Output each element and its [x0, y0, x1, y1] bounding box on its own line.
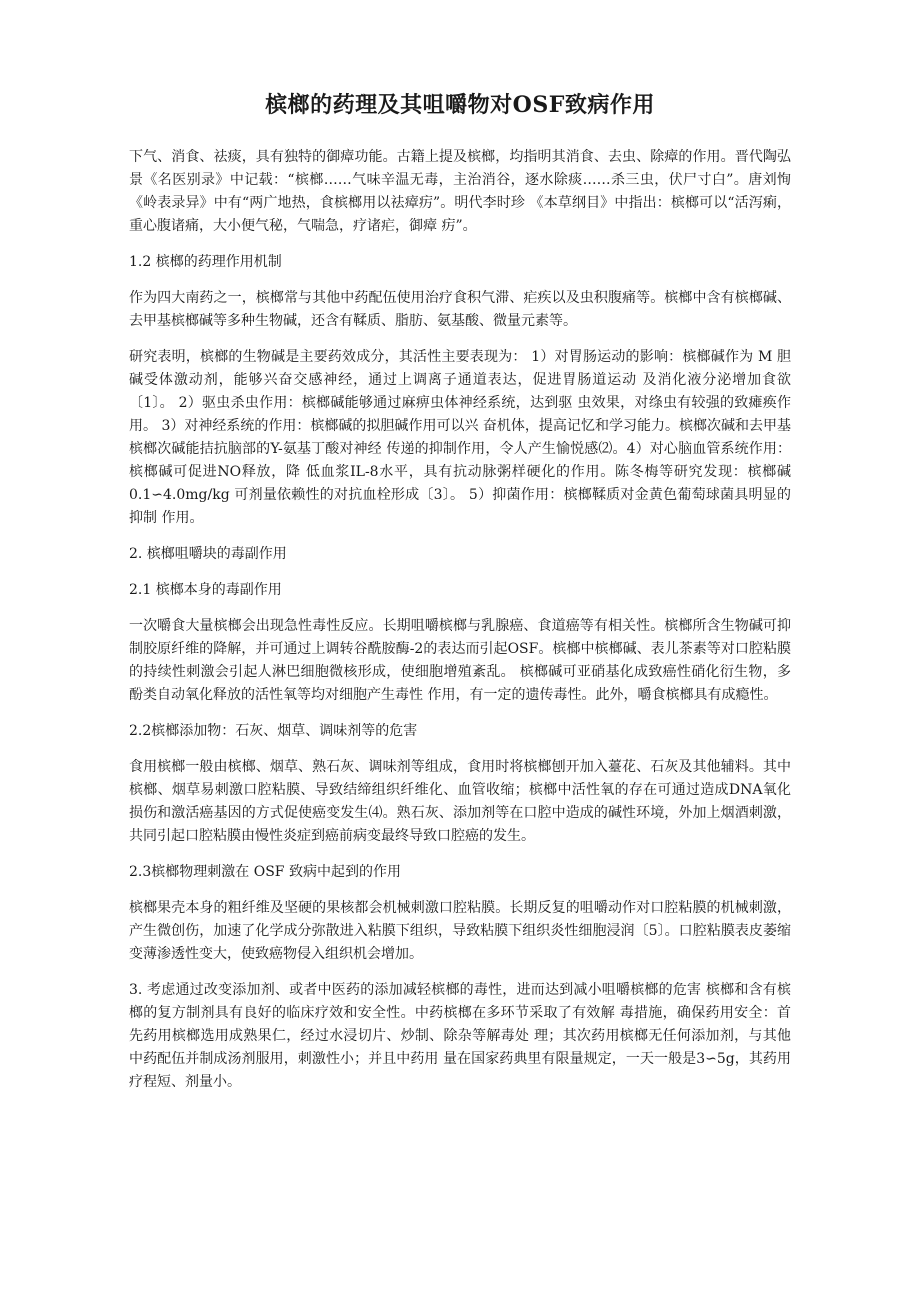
- section-heading-2-2: 2.2槟榔添加物：石灰、烟草、调味剂等的危害: [129, 723, 418, 739]
- section-heading-1-2: 1.2 槟榔的药理作用机制: [129, 254, 282, 270]
- document-title: 槟榔的药理及其咀嚼物对OSF致病作用: [265, 92, 655, 118]
- document-body: [129, 146, 791, 1107]
- paragraph-pharmacology: 作为四大南药之一，槟榔常与其他中药配伍使用治疗食积气滞、疟疾以及虫积腹痛等。槟榔中含有槟榔碱、去甲基槟榔碱等多种生物碱，还含有鞣质、脂肪、氨基酸、微量元素等。: [129, 290, 791, 329]
- paragraph-intro: 下气、消食、祛痰，具有独特的御瘴功能。古籍上提及槟榔，均指明其消食、去虫、除瘴的作用。晋代陶弘景《名医别录》中记载：“槟榔……气味辛温无毒，主治消谷，逐水除痰……杀三虫，伏尸寸白”。唐刘恂《岭表录异》中有“两广地热，食槟榔用以祛瘴疠”。明代李时珍 《本草纲目》中指出：槟榔可以“活泻痢，重心腹诸痛，大小便气秘，气喘急，疗诸疟，御瘴 疠”。: [129, 149, 791, 234]
- section-heading-2-3: 2.3槟榔物理刺激在 OSF 致病中起到的作用: [129, 864, 401, 880]
- paragraph-toxicity: 一次嚼食大量槟榔会出现急性毒性反应。长期咀嚼槟榔与乳腺癌、食道癌等有相关性。槟榔所含生物碱可抑制胶原纤维的降解，并可通过上调转谷酰胺酶-2的表达而引起OSF。槟榔中槟榔碱、表儿茶素等对口腔粘膜的持续性刺激会引起人淋巴细胞微核形成，使细胞增殖紊乱。 槟榔碱可亚硝基化成致癌性硝化衍生物，多酚类自动氧化释放的活性氧等均对细胞产生毒性 作用，有一定的遗传毒性。此外，嚼食槟榔具有成瘾性。: [129, 618, 791, 703]
- paragraph-additives: 食用槟榔一般由槟榔、烟草、熟石灰、调味剂等组成，食用时将槟榔刨开加入薹花、石灰及其他辅料。其中槟榔、烟草易刺激口腔粘膜、导致结缔组织纤维化、血管收缩；槟榔中活性氧的存在可通过造成DNA氧化损伤和激活癌基因的方式促使癌变发生⑷。熟石灰、添加剂等在口腔中造成的碱性环境，外加上烟酒刺激，共同引起口腔粘膜由慢性炎症到癌前病变最终导致口腔癌的发生。: [129, 759, 791, 844]
- paragraph-alkaloid-effects: 研究表明，槟榔的生物碱是主要药效成分，其活性主要表现为： 1）对胃肠运动的影响：槟榔碱作为 M 胆碱受体激动剂，能够兴奋交感神经，通过上调离子通道表达，促进胃肠道运动 及消化液分泌增加食欲〔1〕。 2）驱虫杀虫作用：槟榔碱能够通过麻痹虫体神经系统，达到驱 虫效果，对绦虫有较强的致瘫痪作用。 3）对神经系统的作用：槟榔碱的拟胆碱作用可以兴 奋机体，提高记忆和学习能力。槟榔次碱和去甲基槟榔次碱能拮抗脑部的Y-氨基丁酸对神经 传递的抑制作用，令人产生愉悦感⑵。4）对心脑血管系统作用：槟榔碱可促进NO释放，降 低血浆IL-8水平，具有抗动脉粥样硬化的作用。陈冬梅等研究发现：槟榔碱0.1∽4.0mg/kg 可剂量依赖性的对抗血栓形成〔3〕。 5）抑菌作用：槟榔鞣质对金黄色葡萄球菌具明显的抑制 作用。: [129, 349, 791, 526]
- section-heading-2-1: 2.1 槟榔本身的毒副作用: [129, 582, 282, 598]
- paragraph-detox-measures: 3. 考虑通过改变添加剂、或者中医药的添加减轻槟榔的毒性，进而达到减小咀嚼槟榔的危害 槟榔和含有槟榔的复方制剂具有良好的临床疗效和安全性。中药槟榔在多环节采取了有效解 毒措施，确保药用安全：首先药用槟榔选用成熟果仁，经过水浸切片、炒制、除杂等解毒处 理；其次药用槟榔无任何添加剂，与其他中药配伍并制成汤剂服用，刺激性小；并且中药用 量在国家药典里有限量规定，一天一般是3∽5g，其药用疗程短、剂量小。: [129, 982, 791, 1090]
- paragraph-physical-stimulus: 槟榔果壳本身的粗纤维及坚硬的果核都会机械刺激口腔粘膜。长期反复的咀嚼动作对口腔粘膜的机械刺激，产生微创伤，加速了化学成分弥散进入粘膜下组织，导致粘膜下组织炎性细胞浸润〔5〕。口腔粘膜表皮萎缩变薄渗透性变大，使致癌物侵入组织机会增加。: [129, 900, 791, 962]
- section-heading-2: 2. 槟榔咀嚼块的毒副作用: [129, 546, 287, 562]
